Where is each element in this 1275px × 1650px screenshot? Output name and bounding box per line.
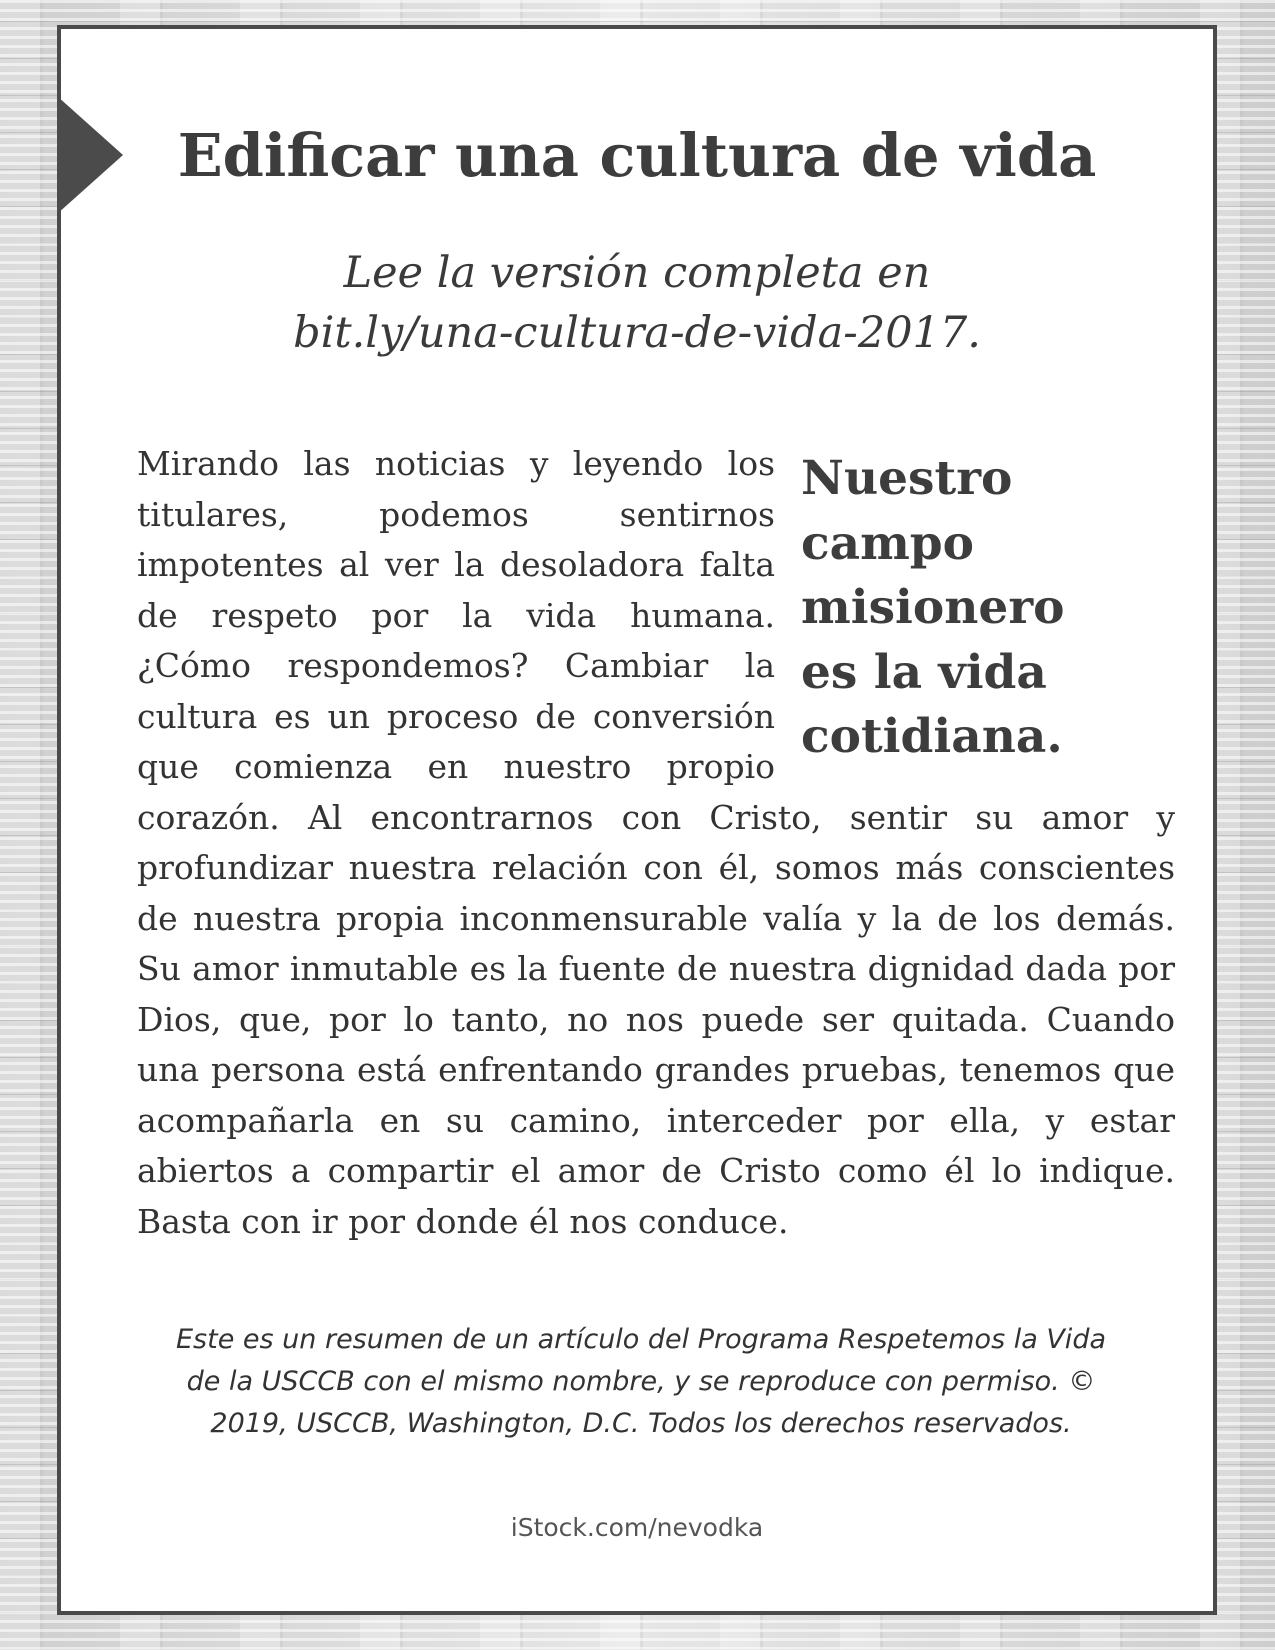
pull-quote-line: campo (801, 515, 975, 571)
copyright-note-line: 2019, USCCB, Washington, D.C. Todos los derechos reservados. (210, 1408, 1072, 1439)
bulletin-card (57, 25, 1217, 1615)
subtitle-line-1: Lee la versión completa en (343, 248, 931, 298)
copyright-note (101, 1319, 1181, 1445)
photo-credit: iStock.com/nevodka (510, 1513, 764, 1542)
copyright-note-line: Este es un resumen de un artículo del Programa Respetemos la Vida (176, 1324, 1106, 1355)
pull-quote-line: cotidiana. (801, 709, 1063, 764)
pull-quote-line: es la vida (801, 644, 1047, 700)
article-text: Mirando las noticias y leyendo los titulares, podemos sentirnos impotentes al ver la desoladora falta de respeto por la vida humana. ¿Cómo respondemos? Cambiar la cultura es un proceso de conversión que comienza en nuestro propio corazón. Al encontrarnos con Cristo, sentir su amor y profundizar nuestra relación con él, somos más conscientes de nuestra propia inconmensurable valía y la de los demás. Su amor inmutable es la fuente de nuestra dignidad dada por Dios, que, por lo tanto, no nos puede ser quitada. Cuando una persona está enfrentando grandes pruebas, tenemos que acompañarla en su camino, interceder por ella, y estar abiertos a compartir el amor de Cristo como él lo indique. Basta con ir por donde él nos conduce. (137, 444, 1175, 1241)
copyright-note-line: de la USCCB con el mismo nombre, y se reproduce con permiso. © (186, 1366, 1096, 1397)
subtitle (61, 243, 1213, 363)
page-title: Edificar una cultura de vida (177, 121, 1097, 190)
subtitle-link-text: bit.ly/una-cultura-de-vida-2017. (293, 308, 981, 358)
pull-quote-line: misionero (801, 580, 1065, 635)
pull-quote-line: Nuestro (801, 451, 1013, 506)
pull-quote (801, 447, 1175, 770)
article-body (137, 439, 1175, 1247)
